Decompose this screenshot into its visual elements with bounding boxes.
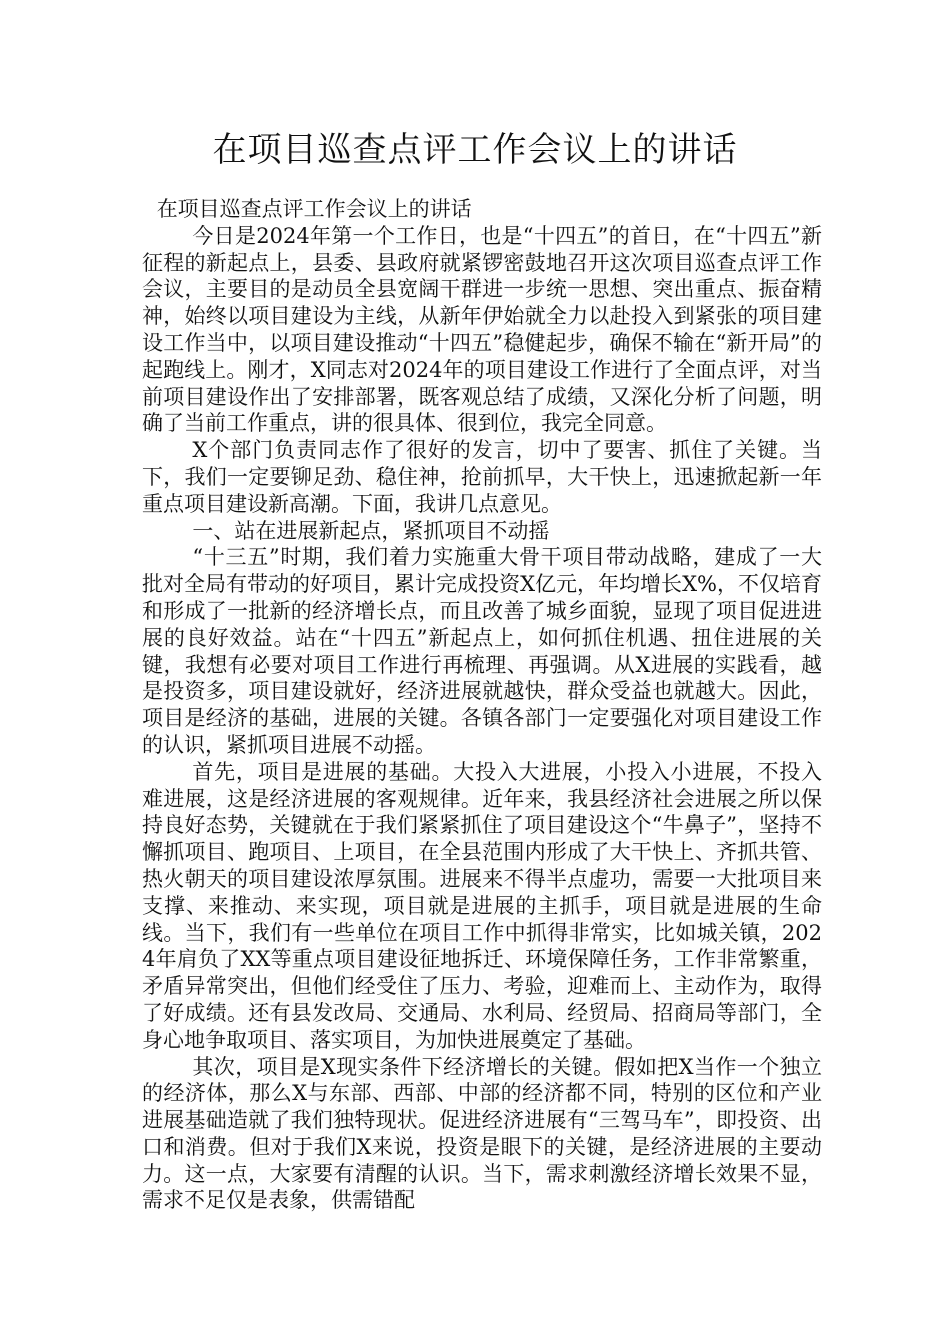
paragraph-department-remarks: X个部门负责同志作了很好的发言，切中了要害、抓住了关键。当下，我们一定要铆足劲、稳住神，抢前抓早，大干快上，迅速掀起新一年重点项目建设新高潮。下面，我讲几点意见。 [142, 438, 822, 516]
document-body [142, 196, 822, 1214]
section-heading-1: 一、站在进展新起点，紧抓项目不动摇 [192, 518, 550, 543]
paragraph-opening: 今日是2024年第一个工作日，也是“十四五”的首日，在“十四五”新征程的新起点上，县委、县政府就紧锣密鼓地召开这次项目巡查点评工作会议，主要目的是动员全县宽阔干群进一步统一思想、突出重点、振奋精神，始终以项目建设为主线，从新年伊始就全力以赴投入到紧张的项目建设工作当中，以项目建设推动“十四五”稳健起步，确保不输在“新开局”的起跑线上。刚才，X同志对2024年的项目建设工作进行了全面点评，对当前项目建设作出了安排部署，既客观总结了成绩，又深化分析了问题，明确了当前工作重点，讲的很具体、很到位，我完全同意。 [142, 223, 822, 436]
paragraph-first-point: 首先，项目是进展的基础。大投入大进展，小投入小进展，不投入难进展，这是经济进展的客观规律。近年来，我县经济社会进展之所以保持良好态势，关键就在于我们紧紧抓住了项目建设这个“牛鼻子”，坚持不懈抓项目、跑项目、上项目，在全县范围内形成了大干快上、齐抓共管、热火朝天的项目建设浓厚氛围。进展来不得半点虚功，需要一大批项目来支撑、来推动、来实现，项目就是进展的主抓手，项目就是进展的生命线。当下，我们有一些单位在项目工作中抓得非常实，比如城关镇，2024年肩负了XX等重点项目建设征地拆迁、环境保障任务，工作非常繁重，矛盾异常突出，但他们经受住了压力、考验，迎难而上、主动作为，取得了好成绩。还有县发改局、交通局、水利局、经贸局、招商局等部门，全身心地争取项目、落实项目，为加快进展奠定了基础。 [142, 759, 822, 1052]
document-subtitle: 在项目巡查点评工作会议上的讲话 [156, 197, 472, 221]
document-title: 在项目巡查点评工作会议上的讲话 [212, 130, 738, 170]
paragraph-thirteenth-five-year: “十三五”时期，我们着力实施重大骨干项目带动战略，建成了一大批对全局有带动的好项目，累计完成投资X亿元，年均增长X%，不仅培育和形成了一批新的经济增长点，而且改善了城乡面貌，显现了项目促进进展的良好效益。站在“十四五”新起点上，如何抓住机遇、扭住进展的关键，我想有必要对项目工作进行再梳理、再强调。从X进展的实践看，越是投资多，项目建设就好，经济进展就越快，群众受益也就越大。因此，项目是经济的基础，进展的关键。各镇各部门一定要强化对项目建设工作的认识，紧抓项目进展不动摇。 [142, 545, 822, 757]
paragraph-second-point: 其次，项目是X现实条件下经济增长的关键。假如把X当作一个独立的经济体，那么X与东部、西部、中部的经济都不同，特别的区位和产业进展基础造就了我们独特现状。促进经济进展有“三驾马车”，即投资、出口和消费。但对于我们X来说，投资是眼下的关键，是经济进展的主要动力。这一点，大家要有清醒的认识。当下，需求刺激经济增长效果不显，需求不足仅是表象，供需错配 [142, 1054, 822, 1213]
